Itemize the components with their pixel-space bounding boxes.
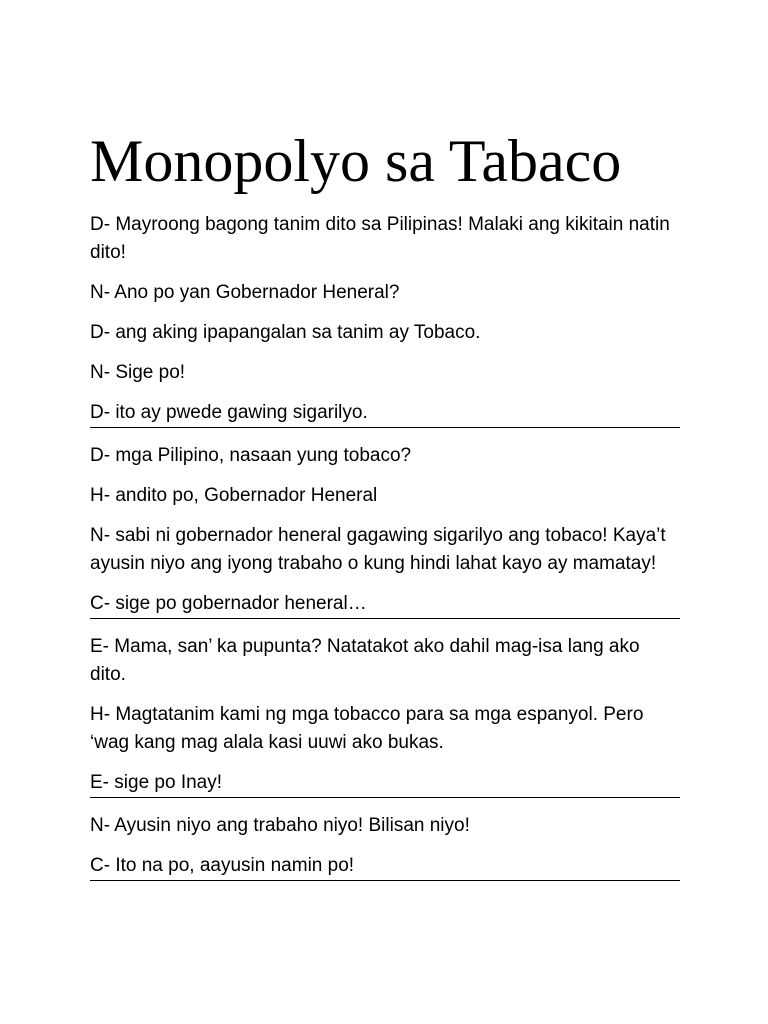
dialogue-line-scene-end: D- ito ay pwede gawing sigarilyo. bbox=[90, 399, 680, 428]
dialogue-line: N- Ano po yan Gobernador Heneral? bbox=[90, 282, 400, 303]
dialogue-line: H- Magtatanim kami ng mga tobacco para sa mga espanyol. Pero ‘wag kang mag alala kasi uuwi ako bukas. bbox=[90, 704, 644, 753]
dialogue-list bbox=[90, 211, 680, 881]
dialogue-line-scene-end: C- Ito na po, aayusin namin po! bbox=[90, 852, 680, 881]
dialogue-line: D- ang aking ipapangalan sa tanim ay Tobaco. bbox=[90, 322, 481, 343]
document-page bbox=[90, 126, 680, 895]
dialogue-line: N- Sige po! bbox=[90, 362, 186, 383]
dialogue-line-scene-end: C- sige po gobernador heneral… bbox=[90, 590, 680, 619]
dialogue-line: N- sabi ni gobernador heneral gagawing sigarilyo ang tobaco! Kaya’t ayusin niyo ang iyong trabaho o kung hindi lahat kayo ay mamatay! bbox=[90, 525, 666, 574]
document-title: Monopolyo sa Tabaco bbox=[90, 128, 622, 194]
dialogue-line: H- andito po, Gobernador Heneral bbox=[90, 485, 378, 506]
dialogue-line-scene-end: E- sige po Inay! bbox=[90, 769, 680, 798]
dialogue-line: E- Mama, san’ ka pupunta? Natatakot ako dahil mag-isa lang ako dito. bbox=[90, 636, 640, 685]
dialogue-line: D- Mayroong bagong tanim dito sa Pilipinas! Malaki ang kikitain natin dito! bbox=[90, 214, 670, 263]
dialogue-line: N- Ayusin niyo ang trabaho niyo! Bilisan niyo! bbox=[90, 815, 470, 836]
dialogue-line: D- mga Pilipino, nasaan yung tobaco? bbox=[90, 445, 412, 466]
